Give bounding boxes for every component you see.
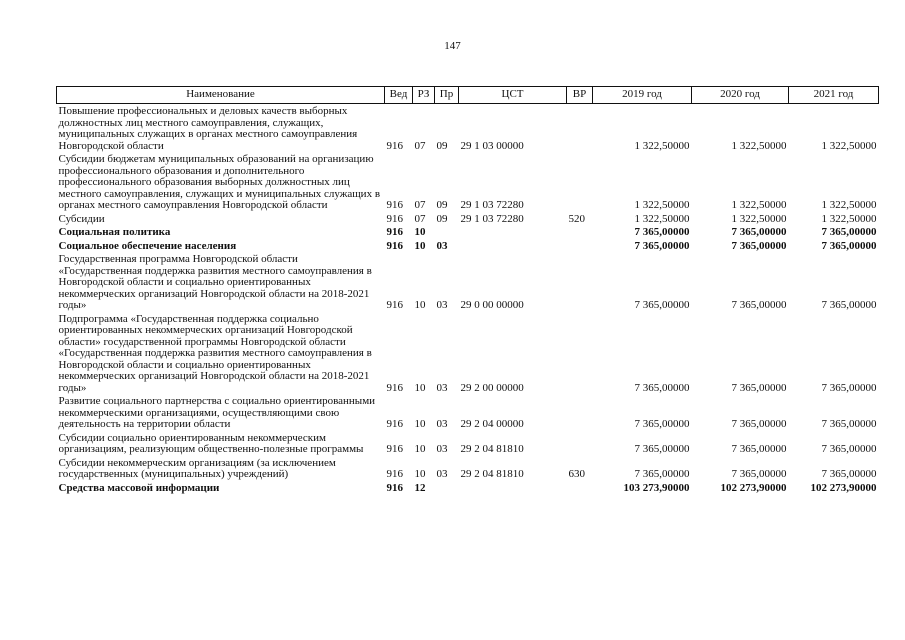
cell-2021: 7 365,00000 (821, 468, 877, 480)
cell-rz: 10 (414, 418, 426, 430)
cell-rz: 10 (414, 468, 426, 480)
cell-vr (567, 481, 593, 495)
header-name: Наименование (57, 87, 385, 104)
cell-name: Развитие социального партнерства с социально ориентированными некоммерческими организациями, осуществляющими свою деятельность на территории области (58, 395, 376, 430)
cell-rz: 07 (414, 212, 426, 225)
table-row (57, 212, 879, 226)
cell-2019: 7 365,00000 (634, 381, 690, 394)
cell-name: Подпрограмма «Государственная поддержка социально ориентированных некоммерческих организаций Новгородской области» государственной программы Новгородской области «Государственная поддержка развития местного самоуправления в Новгородской области и социально ориентированных некоммерческих организаций Новгородской области на 2018-2021 годы» (58, 312, 372, 394)
table-body (57, 104, 879, 495)
cell-cst (459, 239, 567, 253)
cell-2019: 7 365,00000 (634, 226, 690, 238)
cell-cst (459, 481, 567, 495)
cell-vr (567, 239, 593, 253)
cell-pr: 03 (436, 299, 448, 311)
cell-2020: 7 365,00000 (731, 299, 787, 311)
cell-cst: 29 1 03 00000 (460, 139, 524, 152)
cell-2019: 1 322,50000 (634, 212, 690, 225)
cell-2020: 7 365,00000 (731, 468, 787, 480)
cell-ved: 916 (386, 212, 403, 225)
cell-vr (567, 431, 593, 456)
cell-ved: 916 (386, 199, 403, 211)
cell-vr (567, 312, 593, 395)
cell-rz: 07 (414, 139, 426, 152)
cell-pr: 03 (436, 443, 448, 455)
cell-name: Государственная программа Новгородской области «Государственная поддержка развития местного самоуправления в Новгородской области и социально ориентированных некоммерческих организаций Новгородской области на 2018-2021 годы» (58, 253, 372, 311)
cell-pr (435, 481, 459, 495)
cell-pr: 09 (436, 139, 448, 152)
cell-2019: 7 365,00000 (634, 468, 690, 480)
cell-2021: 102 273,90000 (810, 481, 877, 494)
cell-ved: 916 (386, 481, 403, 494)
header-2021: 2021 год (789, 87, 879, 104)
cell-cst: 29 2 04 00000 (460, 418, 524, 430)
cell-2021: 1 322,50000 (821, 199, 877, 211)
cell-2019: 1 322,50000 (634, 139, 690, 152)
cell-vr (567, 104, 593, 153)
table-row (57, 394, 879, 431)
cell-name: Социальная политика (58, 226, 171, 238)
cell-2019: 7 365,00000 (634, 443, 690, 455)
cell-ved: 916 (386, 139, 403, 152)
cell-2020: 7 365,00000 (731, 443, 787, 455)
cell-2021: 7 365,00000 (821, 443, 877, 455)
cell-rz: 12 (414, 481, 426, 494)
table-row (57, 152, 879, 212)
cell-cst: 29 1 03 72280 (460, 199, 524, 211)
cell-vr: 520 (568, 212, 585, 225)
header-2020: 2020 год (692, 87, 789, 104)
cell-2021: 7 365,00000 (821, 299, 877, 311)
table-row (57, 456, 879, 481)
cell-pr: 03 (436, 468, 448, 480)
header-cst: ЦСТ (459, 87, 567, 104)
table-row (57, 225, 879, 239)
cell-2020: 7 365,00000 (731, 239, 787, 252)
cell-2021: 7 365,00000 (821, 226, 877, 238)
cell-rz: 10 (414, 239, 426, 252)
cell-2020: 102 273,90000 (720, 481, 787, 494)
cell-ved: 916 (386, 226, 403, 238)
table-row (57, 104, 879, 153)
cell-pr (435, 225, 459, 239)
cell-2021: 7 365,00000 (821, 381, 877, 394)
cell-pr: 03 (436, 381, 448, 394)
cell-name: Субсидии социально ориентированным некоммерческим организациям, реализующим общественно-полезные программы (58, 431, 364, 455)
cell-vr: 630 (568, 468, 585, 480)
cell-cst: 29 1 03 72280 (460, 212, 524, 225)
cell-pr: 09 (436, 199, 448, 211)
cell-name: Средства массовой информации (58, 481, 220, 494)
cell-2020: 1 322,50000 (731, 212, 787, 225)
header-ved: Вед (385, 87, 413, 104)
cell-2019: 103 273,90000 (623, 481, 690, 494)
cell-rz: 10 (414, 443, 426, 455)
cell-2021: 1 322,50000 (821, 139, 877, 152)
cell-2020: 1 322,50000 (731, 199, 787, 211)
cell-name: Субсидии некоммерческим организациям (за исключением государственных (муниципальных) учреждений) (58, 456, 336, 480)
cell-2019: 1 322,50000 (634, 199, 690, 211)
cell-rz: 10 (414, 299, 426, 311)
cell-cst: 29 2 04 81810 (460, 468, 524, 480)
cell-ved: 916 (386, 468, 403, 480)
cell-name: Социальное обеспечение населения (58, 239, 237, 252)
cell-2021: 1 322,50000 (821, 212, 877, 225)
header-pr: Пр (435, 87, 459, 104)
cell-ved: 916 (386, 443, 403, 455)
cell-2019: 7 365,00000 (634, 418, 690, 430)
cell-ved: 916 (386, 418, 403, 430)
cell-ved: 916 (386, 239, 403, 252)
cell-2021: 7 365,00000 (821, 239, 877, 252)
cell-name: Субсидии (58, 212, 105, 225)
cell-rz: 10 (414, 381, 426, 394)
table-row (57, 481, 879, 495)
cell-vr (567, 225, 593, 239)
cell-vr (567, 394, 593, 431)
header-rz: РЗ (413, 87, 435, 104)
cell-name: Субсидии бюджетам муниципальных образований на организацию профессионального образования и дополнительного профессионального образования выборных должностных лиц местного самоуправления, служащих и муниципальных служащих в органах местного самоуправления Новгородской области (58, 153, 381, 211)
table-header-row (57, 87, 879, 104)
cell-ved: 916 (386, 299, 403, 311)
cell-2020: 7 365,00000 (731, 226, 787, 238)
budget-table (56, 86, 879, 494)
cell-rz: 07 (414, 199, 426, 211)
cell-cst: 29 2 04 81810 (460, 443, 524, 455)
cell-cst: 29 0 00 00000 (460, 299, 524, 311)
cell-rz: 10 (414, 226, 426, 238)
cell-pr: 03 (436, 239, 448, 252)
page-number: 147 (444, 40, 461, 52)
table-row (57, 252, 879, 312)
cell-cst: 29 2 00 00000 (460, 381, 524, 394)
cell-vr (567, 252, 593, 312)
table-row (57, 312, 879, 395)
cell-pr: 03 (436, 418, 448, 430)
cell-2019: 7 365,00000 (634, 299, 690, 311)
cell-cst (459, 225, 567, 239)
cell-name: Повышение профессиональных и деловых качеств выборных должностных лиц местного самоуправления, служащих, муниципальных служащих в органах местного самоуправления Новгородской области (58, 105, 358, 152)
table-row (57, 431, 879, 456)
header-2019: 2019 год (593, 87, 692, 104)
header-vr: ВР (567, 87, 593, 104)
table-row (57, 239, 879, 253)
cell-pr: 09 (436, 212, 448, 225)
cell-ved: 916 (386, 381, 403, 394)
cell-2019: 7 365,00000 (634, 239, 690, 252)
cell-2020: 1 322,50000 (731, 139, 787, 152)
cell-2021: 7 365,00000 (821, 418, 877, 430)
cell-2020: 7 365,00000 (731, 381, 787, 394)
cell-vr (567, 152, 593, 212)
cell-2020: 7 365,00000 (731, 418, 787, 430)
